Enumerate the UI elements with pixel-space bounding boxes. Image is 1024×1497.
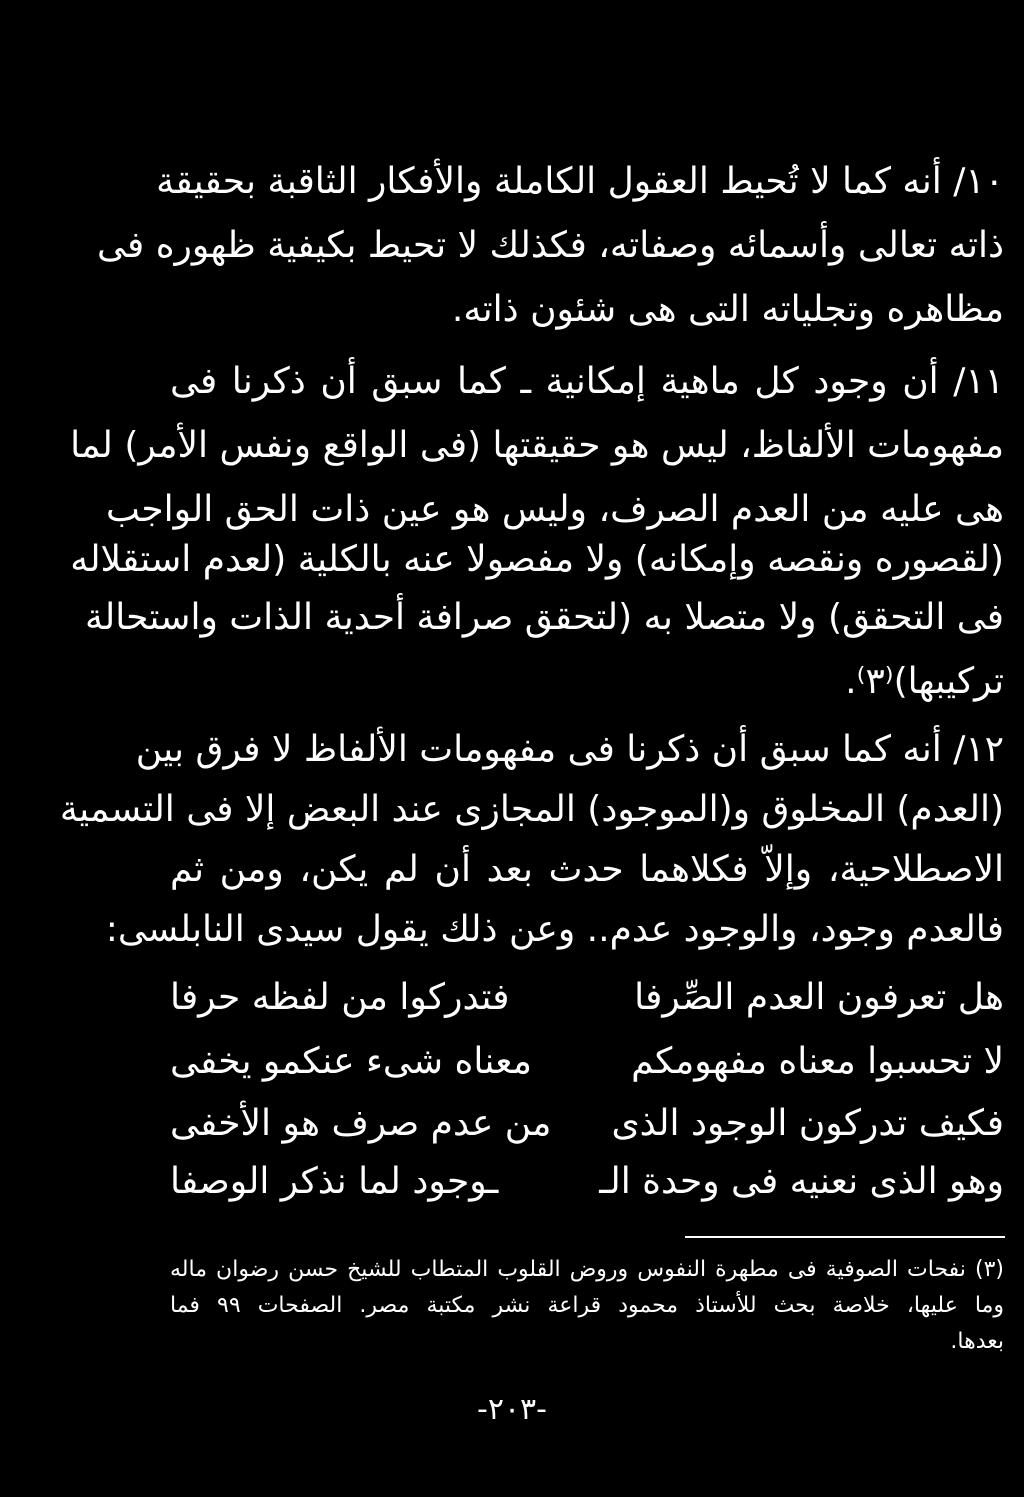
footnote-separator <box>685 1236 1005 1238</box>
footnote-line-1: (٣) نفحات الصوفية فى مطهرة النفوس وروض القلوب المتطاب للشيخ حسن رضوان ماله <box>170 1257 1004 1282</box>
poem-verse-1 <box>170 966 1004 1030</box>
poem-verse-4 <box>170 1150 1004 1214</box>
poem-hemistich: ـوجود لما نذكر الوصفا <box>170 1161 499 1202</box>
paragraph-11-line-2: مفهومات الألفاظ، ليس هو حقيقتها (فى الواقع ونفس الأمر) لما <box>70 425 1004 466</box>
paragraph-11-line-3: هى عليه من العدم الصرف، وليس هو عين ذات الحق الواجب <box>106 489 1004 530</box>
paragraph-10-line-1: ١٠/ أنه كما لا تُحيط العقول الكاملة والأفكار الثاقبة بحقيقة <box>156 161 1004 202</box>
paragraph-12-line-1: ١٢/ أنه كما سبق أن ذكرنا فى مفهومات الألفاظ لا فرق بين <box>135 729 1004 770</box>
footnote-line-2: وما عليها، خلاصة بحث للأستاذ محمود قراعة نشر مكتبة مصر. الصفحات ٩٩ فما <box>170 1293 1004 1318</box>
poem-hemistich: هل تعرفون العدم الصِّرفا <box>634 977 1004 1018</box>
poem-hemistich: وهو الذى نعنيه فى وحدة الـ <box>599 1161 1004 1202</box>
poem-hemistich: فكيف تدركون الوجود الذى <box>611 1103 1004 1144</box>
paragraph-12-line-3: الاصطلاحية، وإلاّ فكلاهما حدث بعد أن لم يكن، ومن ثم <box>170 849 1004 890</box>
poem-verse-2 <box>170 1030 1004 1094</box>
page-number: -٢٠٣- <box>477 1392 547 1427</box>
paragraph-11-line-1: ١١/ أن وجود كل ماهية إمكانية ـ كما سبق أن ذكرنا فى <box>170 361 1004 402</box>
poem-hemistich: من عدم صرف هو الأخفى <box>170 1103 552 1144</box>
paragraph-12-line-2: (العدم) المخلوق و(الموجود) المجازى عند البعض إلا فى التسمية <box>59 789 1004 830</box>
footnote-line-3: بعدها. <box>950 1329 1004 1354</box>
paragraph-12-line-4: فالعدم وجود، والوجود عدم.. وعن ذلك يقول سيدى النابلسى: <box>105 909 1004 950</box>
poem-verse-3 <box>170 1092 1004 1156</box>
poem-hemistich: معناه شىء عنكمو يخفى <box>170 1041 532 1082</box>
paragraph-11-line-6: تركيبها)⁽٣⁾. <box>845 661 1004 702</box>
paragraph-10-line-3: مظاهره وتجلياته التى هى شئون ذاته. <box>451 289 1004 330</box>
poem-hemistich: فتدركوا من لفظه حرفا <box>170 977 510 1018</box>
paragraph-10-line-2: ذاته تعالى وأسمائه وصفاته، فكذلك لا تحيط بكيفية ظهوره فى <box>97 225 1004 266</box>
poem-hemistich: لا تحسبوا معناه مفهومكم <box>631 1041 1004 1082</box>
paragraph-11-line-5: فى التحقق) ولا متصلا به (لتحقق صرافة أحدية الذات واستحالة <box>84 597 1004 638</box>
paragraph-11-line-4: (لقصوره ونقصه وإمكانه) ولا مفصولا عنه بالكلية (لعدم استقلاله <box>70 539 1004 580</box>
